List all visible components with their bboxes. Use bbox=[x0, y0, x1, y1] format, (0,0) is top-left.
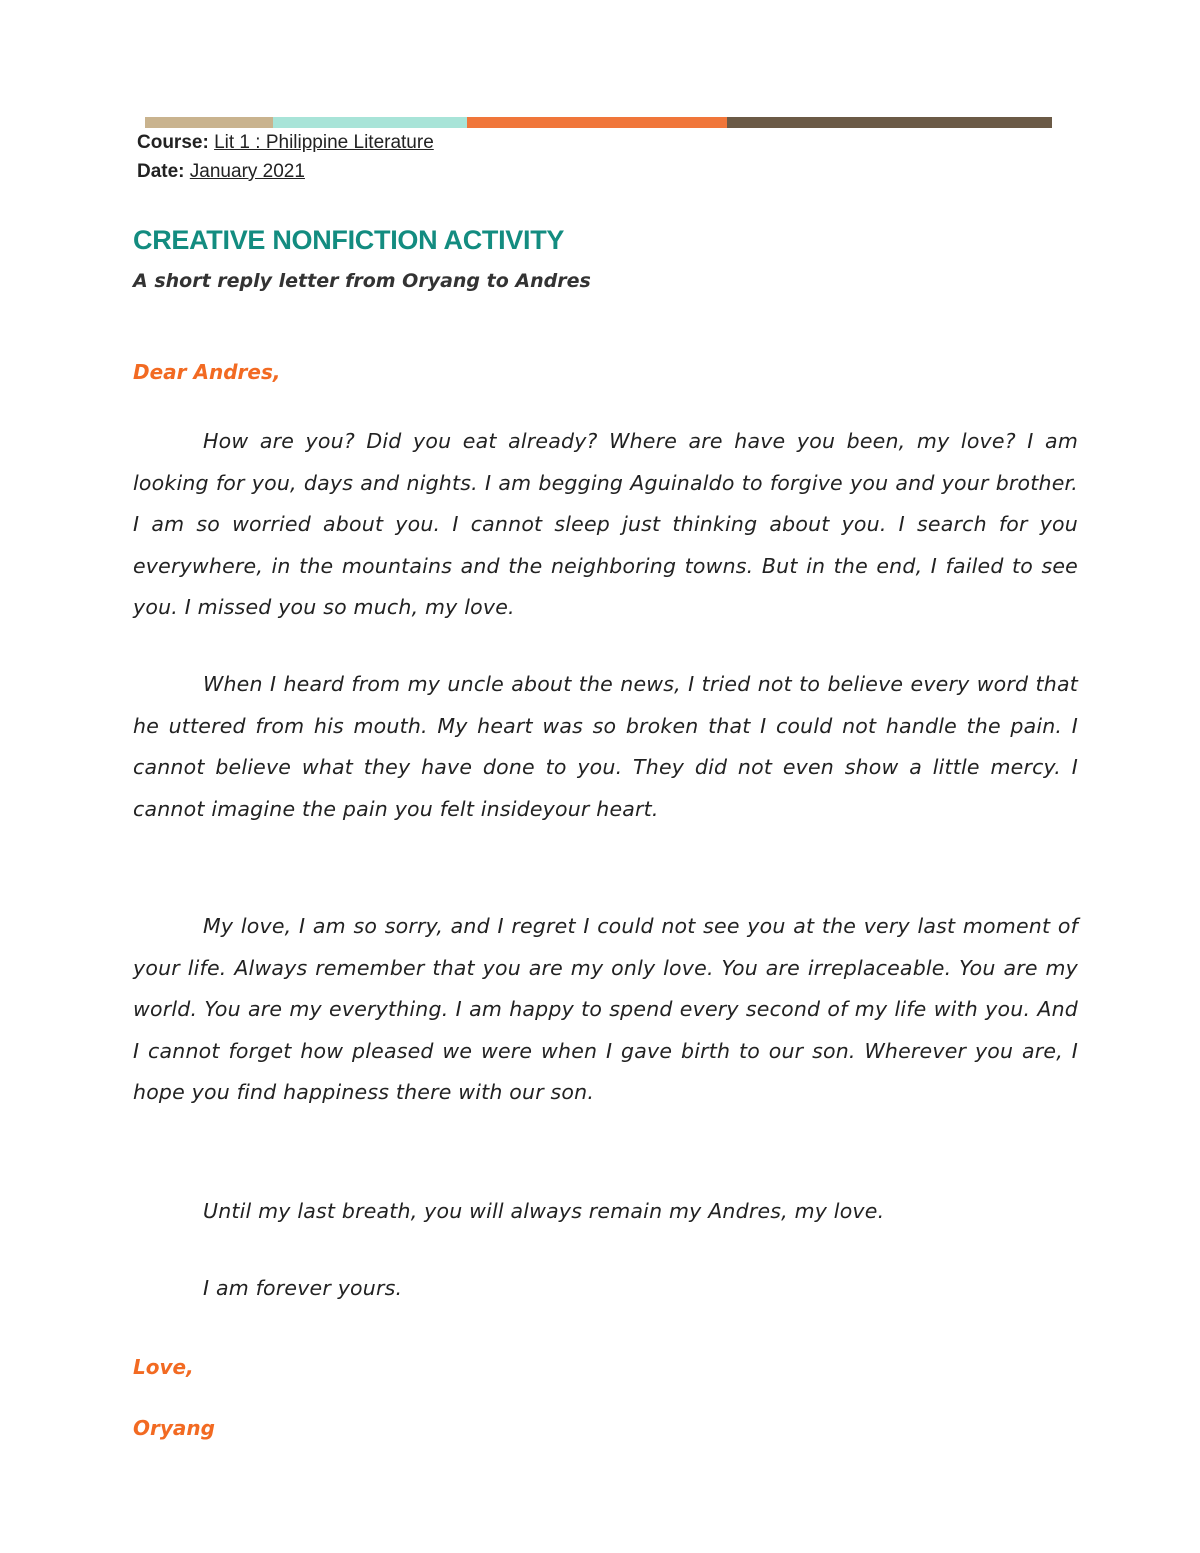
color-bar-segment-brown bbox=[727, 117, 1052, 128]
date-line bbox=[137, 161, 305, 183]
date-value: January 2021 bbox=[189, 161, 305, 182]
letter-closing: Love, bbox=[133, 1355, 194, 1379]
letter-signature: Oryang bbox=[133, 1416, 215, 1440]
letter-paragraph-5: I am forever yours. bbox=[203, 1276, 403, 1300]
color-bar-segment-tan bbox=[145, 117, 273, 128]
course-value: Lit 1 : Philippine Literature bbox=[214, 132, 434, 153]
course-label: Course: bbox=[137, 132, 209, 153]
document-subtitle: A short reply letter from Oryang to Andres bbox=[133, 270, 591, 292]
letter-salutation: Dear Andres, bbox=[133, 360, 281, 384]
color-bar-segment-mint bbox=[273, 117, 467, 128]
date-label: Date: bbox=[137, 161, 185, 182]
letter-paragraph-4: Until my last breath, you will always remain my Andres, my love. bbox=[203, 1199, 885, 1223]
course-line bbox=[137, 132, 434, 154]
letter-paragraph-1: How are you? Did you eat already? Where are have you been, my love? I am looking for you, days and nights. I am begging Aguinaldo to forgive you and your brother. I am so worried about you. I cannot sleep just thinking about you. I search for you everywhere, in the mountains and the neighboring towns. But in the end, I failed to see you. I missed you so much, my love. bbox=[133, 429, 1078, 619]
header-color-bar bbox=[145, 117, 1052, 128]
document-title: CREATIVE NONFICTION ACTIVITY bbox=[133, 225, 565, 255]
letter-paragraph-3: My love, I am so sorry, and I regret I could not see you at the very last moment of your life. Always remember that you are my only love. You are irreplaceable. You are my world. You are my everything. I am happy to spend every second of my life with you. And I cannot forget how pleased we were when I gave birth to our son. Wherever you are, I hope you find happiness there with our son. bbox=[133, 914, 1078, 1104]
letter-paragraph-2: When I heard from my uncle about the news, I tried not to believe every word that he uttered from his mouth. My heart was so broken that I could not handle the pain. I cannot believe what they have done to you. They did not even show a little mercy. I cannot imagine the pain you felt insideyour heart. bbox=[133, 672, 1078, 821]
color-bar-segment-orange bbox=[467, 117, 727, 128]
